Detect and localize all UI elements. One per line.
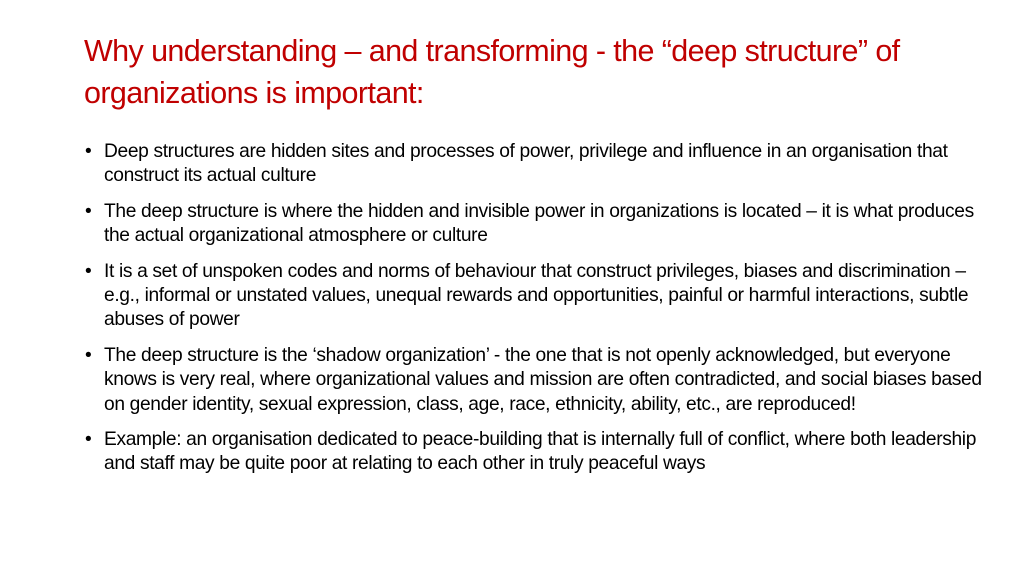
bullet-item-example <box>84 428 984 477</box>
slide-title: Why understanding – and transforming - the “deep structure” of organizations is important: <box>84 34 900 110</box>
bullet-marker: • <box>85 344 92 366</box>
bullet-text: It is a set of unspoken codes and norms of behaviour that construct privileges, biases and discrimination – e.g., informal or unstated values, unequal rewards and opportunities, painful or harmful interactions, subtle abuses of power <box>104 260 969 331</box>
bullet-marker: • <box>85 200 92 222</box>
bullet-text: The deep structure is where the hidden and invisible power in organizations is located – it is what produces the actual organizational atmosphere or culture <box>104 200 974 247</box>
bullet-text: Deep structures are hidden sites and processes of power, privilege and influence in an organisation that construct its actual culture <box>104 141 948 187</box>
bullet-text: The deep structure is the ‘shadow organization’ - the one that is not openly acknowledged, but everyone knows is very real, where organizational values and mission are often contradicted, and social biases based on gender identity, sexual expression, class, age, race, ethnicity, ability, etc., are reproduced! <box>104 344 982 415</box>
bullet-item-shadow-organization <box>84 344 984 417</box>
bullet-item-hidden-power <box>84 200 984 249</box>
bullet-list <box>84 140 984 488</box>
bullet-item-unspoken-codes <box>84 260 984 333</box>
bullet-marker: • <box>85 260 92 282</box>
bullet-item-deep-structures <box>84 140 984 189</box>
bullet-text: Example: an organisation dedicated to peace-building that is internally full of conflict, where both leadership and staff may be quite poor at relating to each other in truly peaceful ways <box>104 429 977 475</box>
bullet-marker: • <box>85 429 92 451</box>
bullet-marker: • <box>85 141 92 162</box>
